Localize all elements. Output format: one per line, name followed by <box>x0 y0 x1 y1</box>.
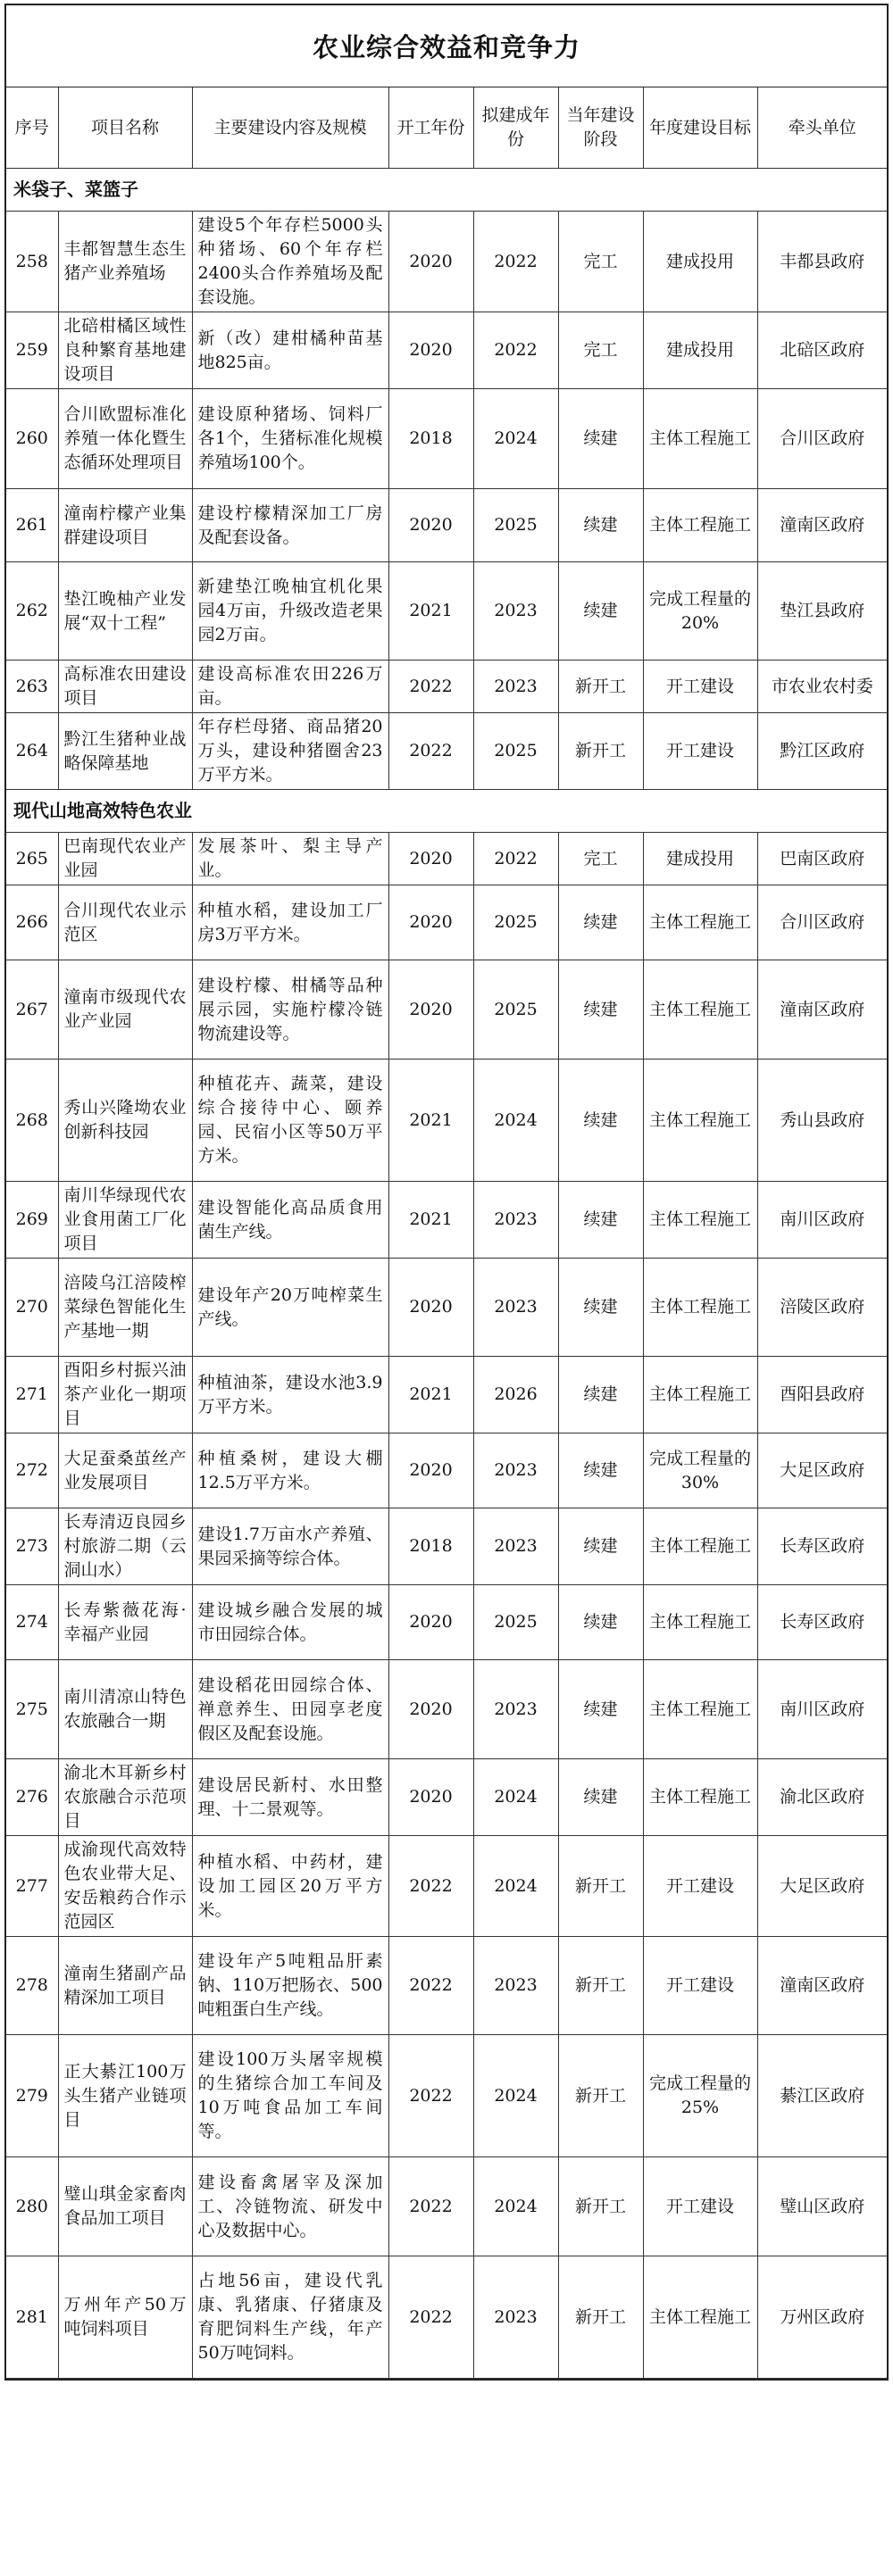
project-content: 种植桑树，建设大棚12.5万平方米。 <box>192 1433 388 1508</box>
annual-goal: 主体工程施工 <box>643 960 757 1059</box>
project-content: 建设柠檬精深加工厂房及配套设备。 <box>192 489 388 562</box>
finish-year: 2025 <box>473 1585 558 1660</box>
annual-goal: 主体工程施工 <box>643 885 757 960</box>
lead-unit: 潼南区政府 <box>757 960 887 1059</box>
project-name: 长寿清迈良园乡村旅游二期（云洞山水） <box>58 1508 192 1585</box>
finish-year: 2023 <box>473 1182 558 1259</box>
construction-stage: 续建 <box>558 1759 643 1836</box>
finish-year: 2022 <box>473 212 558 312</box>
finish-year: 2025 <box>473 960 558 1059</box>
start-year: 2022 <box>388 1937 473 2035</box>
annual-goal: 开工建设 <box>643 661 757 713</box>
project-name: 璧山琪金家畜肉食品加工项目 <box>58 2157 192 2256</box>
project-name: 成渝现代高效特色农业带大足、安岳粮药合作示范园区 <box>58 1836 192 1937</box>
section-row <box>6 790 887 833</box>
table-row <box>6 2157 887 2256</box>
construction-stage: 续建 <box>558 1259 643 1357</box>
start-year: 2020 <box>388 1759 473 1836</box>
lead-unit: 酉阳县政府 <box>757 1357 887 1433</box>
finish-year: 2024 <box>473 1836 558 1937</box>
header-no: 序号 <box>6 87 58 169</box>
annual-goal: 开工建设 <box>643 1836 757 1937</box>
table-row <box>6 1357 887 1433</box>
row-number: 266 <box>6 885 58 960</box>
annual-goal: 建成投用 <box>643 312 757 389</box>
finish-year: 2024 <box>473 1059 558 1182</box>
lead-unit: 南川区政府 <box>757 1660 887 1759</box>
table-row <box>6 389 887 489</box>
header-name: 项目名称 <box>58 87 192 169</box>
project-content: 建设柠檬、柑橘等品种展示园，实施柠檬冷链物流建设等。 <box>192 960 388 1059</box>
header-stage: 当年建设阶段 <box>558 87 643 169</box>
construction-stage: 完工 <box>558 312 643 389</box>
construction-stage: 续建 <box>558 1660 643 1759</box>
project-content: 新（改）建柑橘种苗基地825亩。 <box>192 312 388 389</box>
annual-goal: 主体工程施工 <box>643 1508 757 1585</box>
table-row <box>6 885 887 960</box>
construction-stage: 续建 <box>558 1357 643 1433</box>
table-row <box>6 713 887 790</box>
start-year: 2020 <box>388 1259 473 1357</box>
table-row <box>6 212 887 312</box>
annual-goal: 主体工程施工 <box>643 1357 757 1433</box>
section-row <box>6 169 887 212</box>
project-name: 丰都智慧生态生猪产业养殖场 <box>58 212 192 312</box>
project-content: 新建垫江晚柚宜机化果园4万亩，升级改造老果园2万亩。 <box>192 562 388 661</box>
finish-year: 2023 <box>473 1660 558 1759</box>
start-year: 2022 <box>388 713 473 790</box>
annual-goal: 开工建设 <box>643 2157 757 2256</box>
lead-unit: 合川区政府 <box>757 885 887 960</box>
header-row <box>6 87 887 169</box>
row-number: 273 <box>6 1508 58 1585</box>
annual-goal: 主体工程施工 <box>643 1759 757 1836</box>
finish-year: 2024 <box>473 2157 558 2256</box>
row-number: 278 <box>6 1937 58 2035</box>
start-year: 2020 <box>388 212 473 312</box>
row-number: 281 <box>6 2256 58 2379</box>
table-row <box>6 1836 887 1937</box>
construction-stage: 续建 <box>558 960 643 1059</box>
construction-stage: 续建 <box>558 1059 643 1182</box>
table-row <box>6 1259 887 1357</box>
start-year: 2020 <box>388 1585 473 1660</box>
start-year: 2022 <box>388 661 473 713</box>
start-year: 2021 <box>388 1182 473 1259</box>
row-number: 280 <box>6 2157 58 2256</box>
lead-unit: 长寿区政府 <box>757 1508 887 1585</box>
project-name: 万州年产50万吨饲料项目 <box>58 2256 192 2379</box>
finish-year: 2023 <box>473 1433 558 1508</box>
construction-stage: 完工 <box>558 833 643 885</box>
lead-unit: 潼南区政府 <box>757 1937 887 2035</box>
row-number: 264 <box>6 713 58 790</box>
project-name: 南川清凉山特色农旅融合一期 <box>58 1660 192 1759</box>
project-name: 高标准农田建设项目 <box>58 661 192 713</box>
project-name: 长寿紫薇花海·幸福产业园 <box>58 1585 192 1660</box>
project-content: 建设畜禽屠宰及深加工、冷链物流、研发中心及数据中心。 <box>192 2157 388 2256</box>
project-content: 发展茶叶、梨主导产业。 <box>192 833 388 885</box>
project-content: 建设年产5吨粗品肝素钠、110万把肠衣、500吨粗蛋白生产线。 <box>192 1937 388 2035</box>
start-year: 2018 <box>388 1508 473 1585</box>
row-number: 265 <box>6 833 58 885</box>
project-name: 合川现代农业示范区 <box>58 885 192 960</box>
finish-year: 2023 <box>473 1937 558 2035</box>
project-content: 种植水稻、中药材，建设加工园区20万平方米。 <box>192 1836 388 1937</box>
project-content: 建设稻花田园综合体、禅意养生、田园享老度假区及配套设施。 <box>192 1660 388 1759</box>
lead-unit: 丰都县政府 <box>757 212 887 312</box>
project-content: 建设1.7万亩水产养殖、果园采摘等综合体。 <box>192 1508 388 1585</box>
construction-stage: 续建 <box>558 1585 643 1660</box>
lead-unit: 垫江县政府 <box>757 562 887 661</box>
table-row <box>6 312 887 389</box>
section-label: 现代山地高效特色农业 <box>6 790 887 833</box>
project-name: 潼南市级现代农业产业园 <box>58 960 192 1059</box>
lead-unit: 市农业农村委 <box>757 661 887 713</box>
lead-unit: 大足区政府 <box>757 1836 887 1937</box>
start-year: 2020 <box>388 489 473 562</box>
start-year: 2020 <box>388 833 473 885</box>
row-number: 268 <box>6 1059 58 1182</box>
project-content: 占地56亩，建设代乳康、乳猪康、仔猪康及育肥饲料生产线，年产50万吨饲料。 <box>192 2256 388 2379</box>
project-content: 建设居民新村、水田整理、十二景观等。 <box>192 1759 388 1836</box>
lead-unit: 潼南区政府 <box>757 489 887 562</box>
project-name: 潼南生猪副产品精深加工项目 <box>58 1937 192 2035</box>
lead-unit: 涪陵区政府 <box>757 1259 887 1357</box>
row-number: 260 <box>6 389 58 489</box>
finish-year: 2026 <box>473 1357 558 1433</box>
project-content: 建设5个年存栏5000头种猪场、60个年存栏2400头合作养殖场及配套设施。 <box>192 212 388 312</box>
lead-unit: 綦江区政府 <box>757 2035 887 2157</box>
header-start-year: 开工年份 <box>388 87 473 169</box>
table-row <box>6 1585 887 1660</box>
project-content: 种植水稻，建设加工厂房3万平方米。 <box>192 885 388 960</box>
construction-stage: 新开工 <box>558 713 643 790</box>
lead-unit: 渝北区政府 <box>757 1759 887 1836</box>
finish-year: 2023 <box>473 661 558 713</box>
finish-year: 2023 <box>473 2256 558 2379</box>
project-name: 秀山兴隆坳农业创新科技园 <box>58 1059 192 1182</box>
project-content: 建设100万头屠宰规模的生猪综合加工车间及10万吨食品加工车间等。 <box>192 2035 388 2157</box>
start-year: 2020 <box>388 1660 473 1759</box>
annual-goal: 主体工程施工 <box>643 1182 757 1259</box>
start-year: 2018 <box>388 389 473 489</box>
construction-stage: 续建 <box>558 562 643 661</box>
start-year: 2022 <box>388 1836 473 1937</box>
lead-unit: 璧山区政府 <box>757 2157 887 2256</box>
row-number: 276 <box>6 1759 58 1836</box>
project-name: 酉阳乡村振兴油茶产业化一期项目 <box>58 1357 192 1433</box>
construction-stage: 续建 <box>558 389 643 489</box>
project-name: 巴南现代农业产业园 <box>58 833 192 885</box>
annual-goal: 主体工程施工 <box>643 489 757 562</box>
project-name: 潼南柠檬产业集群建设项目 <box>58 489 192 562</box>
annual-goal: 完成工程量的25% <box>643 2035 757 2157</box>
section-label: 米袋子、菜篮子 <box>6 169 887 212</box>
project-content: 建设高标准农田226万亩。 <box>192 661 388 713</box>
project-name: 南川华绿现代农业食用菌工厂化项目 <box>58 1182 192 1259</box>
annual-goal: 完成工程量的30% <box>643 1433 757 1508</box>
row-number: 275 <box>6 1660 58 1759</box>
start-year: 2020 <box>388 312 473 389</box>
project-content: 建设原种猪场、饲料厂各1个，生猪标准化规模养殖场100个。 <box>192 389 388 489</box>
row-number: 269 <box>6 1182 58 1259</box>
lead-unit: 长寿区政府 <box>757 1585 887 1660</box>
finish-year: 2025 <box>473 885 558 960</box>
lead-unit: 万州区政府 <box>757 2256 887 2379</box>
finish-year: 2024 <box>473 2035 558 2157</box>
project-name: 合川欧盟标准化养殖一体化暨生态循环处理项目 <box>58 389 192 489</box>
lead-unit: 大足区政府 <box>757 1433 887 1508</box>
table-row <box>6 2035 887 2157</box>
construction-stage: 新开工 <box>558 1937 643 2035</box>
row-number: 279 <box>6 2035 58 2157</box>
lead-unit: 合川区政府 <box>757 389 887 489</box>
table-row <box>6 489 887 562</box>
annual-goal: 主体工程施工 <box>643 2256 757 2379</box>
annual-goal: 开工建设 <box>643 1937 757 2035</box>
start-year: 2020 <box>388 1433 473 1508</box>
finish-year: 2022 <box>473 312 558 389</box>
project-name: 垫江晚柚产业发展“双十工程” <box>58 562 192 661</box>
construction-stage: 续建 <box>558 1433 643 1508</box>
row-number: 263 <box>6 661 58 713</box>
annual-goal: 主体工程施工 <box>643 389 757 489</box>
construction-stage: 续建 <box>558 885 643 960</box>
finish-year: 2023 <box>473 1259 558 1357</box>
table-row <box>6 661 887 713</box>
row-number: 267 <box>6 960 58 1059</box>
start-year: 2021 <box>388 562 473 661</box>
table-row <box>6 1937 887 2035</box>
header-content: 主要建设内容及规模 <box>192 87 388 169</box>
row-number: 277 <box>6 1836 58 1937</box>
table-row <box>6 960 887 1059</box>
finish-year: 2023 <box>473 562 558 661</box>
annual-goal: 完成工程量的20% <box>643 562 757 661</box>
start-year: 2022 <box>388 2035 473 2157</box>
annual-goal: 开工建设 <box>643 713 757 790</box>
annual-goal: 建成投用 <box>643 833 757 885</box>
table-row <box>6 1508 887 1585</box>
start-year: 2022 <box>388 2157 473 2256</box>
lead-unit: 秀山县政府 <box>757 1059 887 1182</box>
header-goal: 年度建设目标 <box>643 87 757 169</box>
project-name: 北碚柑橘区域性良种繁育基地建设项目 <box>58 312 192 389</box>
start-year: 2022 <box>388 2256 473 2379</box>
table-row <box>6 1433 887 1508</box>
lead-unit: 黔江区政府 <box>757 713 887 790</box>
table-row <box>6 1182 887 1259</box>
construction-stage: 续建 <box>558 1182 643 1259</box>
table-row <box>6 1059 887 1182</box>
finish-year: 2023 <box>473 1508 558 1585</box>
table-row <box>6 562 887 661</box>
start-year: 2021 <box>388 1059 473 1182</box>
header-owner: 牵头单位 <box>757 87 887 169</box>
lead-unit: 北碚区政府 <box>757 312 887 389</box>
document-title: 农业综合效益和竞争力 <box>6 5 887 87</box>
row-number: 259 <box>6 312 58 389</box>
document-page <box>4 4 889 2381</box>
project-content: 建设年产20万吨榨菜生产线。 <box>192 1259 388 1357</box>
annual-goal: 主体工程施工 <box>643 1059 757 1182</box>
row-number: 272 <box>6 1433 58 1508</box>
project-name: 黔江生猪种业战略保障基地 <box>58 713 192 790</box>
lead-unit: 巴南区政府 <box>757 833 887 885</box>
row-number: 270 <box>6 1259 58 1357</box>
table-row <box>6 2256 887 2379</box>
project-content: 建设城乡融合发展的城市田园综合体。 <box>192 1585 388 1660</box>
construction-stage: 新开工 <box>558 2256 643 2379</box>
row-number: 261 <box>6 489 58 562</box>
project-content: 建设智能化高品质食用菌生产线。 <box>192 1182 388 1259</box>
annual-goal: 主体工程施工 <box>643 1259 757 1357</box>
start-year: 2020 <box>388 960 473 1059</box>
project-name: 涪陵乌江涪陵榨菜绿色智能化生产基地一期 <box>58 1259 192 1357</box>
construction-stage: 续建 <box>558 489 643 562</box>
row-number: 271 <box>6 1357 58 1433</box>
project-name: 渝北木耳新乡村农旅融合示范项目 <box>58 1759 192 1836</box>
construction-stage: 新开工 <box>558 661 643 713</box>
construction-stage: 新开工 <box>558 1836 643 1937</box>
row-number: 274 <box>6 1585 58 1660</box>
table-row <box>6 1660 887 1759</box>
project-content: 种植花卉、蔬菜，建设综合接待中心、颐养园、民宿小区等50万平方米。 <box>192 1059 388 1182</box>
annual-goal: 主体工程施工 <box>643 1660 757 1759</box>
project-name: 正大綦江100万头生猪产业链项目 <box>58 2035 192 2157</box>
project-name: 大足蚕桑茧丝产业发展项目 <box>58 1433 192 1508</box>
start-year: 2020 <box>388 885 473 960</box>
row-number: 262 <box>6 562 58 661</box>
lead-unit: 南川区政府 <box>757 1182 887 1259</box>
construction-stage: 续建 <box>558 1508 643 1585</box>
finish-year: 2025 <box>473 489 558 562</box>
table-row <box>6 833 887 885</box>
finish-year: 2024 <box>473 389 558 489</box>
table-row <box>6 1759 887 1836</box>
start-year: 2021 <box>388 1357 473 1433</box>
header-finish-year: 拟建成年份 <box>473 87 558 169</box>
construction-stage: 新开工 <box>558 2035 643 2157</box>
row-number: 258 <box>6 212 58 312</box>
project-content: 种植油茶，建设水池3.9万平方米。 <box>192 1357 388 1433</box>
finish-year: 2022 <box>473 833 558 885</box>
annual-goal: 建成投用 <box>643 212 757 312</box>
construction-stage: 新开工 <box>558 2157 643 2256</box>
construction-stage: 完工 <box>558 212 643 312</box>
project-content: 年存栏母猪、商品猪20万头，建设种猪圈舍23万平方米。 <box>192 713 388 790</box>
finish-year: 2025 <box>473 713 558 790</box>
project-table <box>6 87 887 2379</box>
finish-year: 2024 <box>473 1759 558 1836</box>
annual-goal: 主体工程施工 <box>643 1585 757 1660</box>
